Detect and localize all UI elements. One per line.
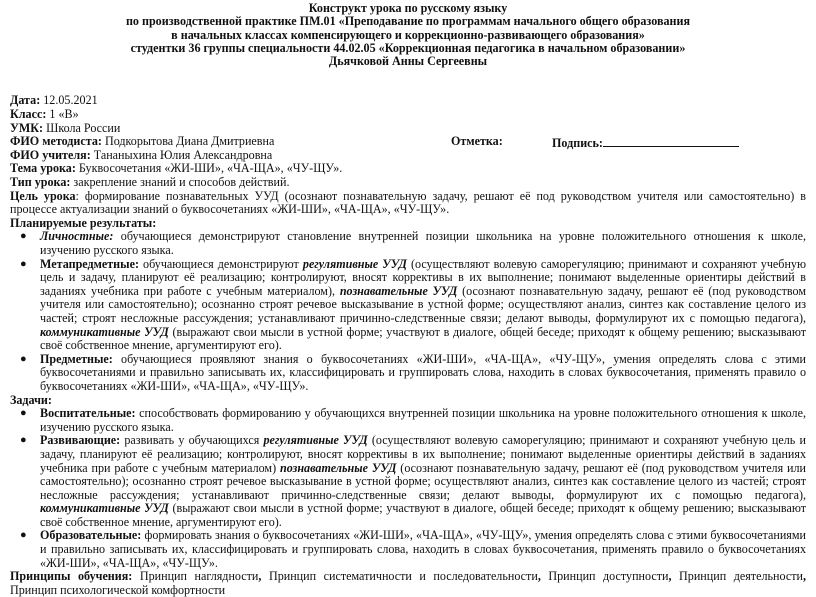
lesson-type-row: [10, 176, 806, 190]
developmental-task-label: Развивающие:: [40, 433, 121, 448]
principle-item: Принцип систематичности и последовательности: [261, 569, 538, 584]
educational-task-label: Воспитательные:: [40, 406, 136, 421]
class-label: Класс:: [10, 107, 47, 122]
bullet-icon: ●: [20, 230, 27, 243]
principle-item: Принцип психологической комфортности: [10, 582, 226, 597]
umk-value: Школа России: [43, 120, 121, 135]
umk-row: [10, 122, 806, 136]
list-item: [20, 229, 806, 258]
header-classes: в начальных классах компенсирующего и коррекционно-развивающего образования»: [171, 27, 645, 42]
topic-value: Буквосочетания «ЖИ-ШИ», «ЧА-ЩА», «ЧУ-ЩУ».: [75, 161, 343, 176]
principle-item: Принцип деятельности: [671, 569, 803, 584]
signature-label: Подпись:: [552, 136, 603, 151]
developmental-task-text: (осуществляют волевую саморегуляцию; принимают и сохраняют учебную цель и задачу, планируют её реализацию; контролируют, вносят коррективы в их выполнение; понимают выделенные ориентиры действий в заданиях учебника при работе с учебным материалом): [40, 433, 806, 475]
header-title: Конструкт урока по русскому языку: [308, 1, 508, 15]
header-student-group: студентки 36 группы специальности 44.02.05 «Коррекционная педагогика в начальном образовании»: [130, 40, 686, 55]
class-value: 1 «В»: [46, 107, 79, 122]
principle-item: Принцип доступности: [540, 569, 669, 584]
umk-label: УМК:: [10, 120, 44, 135]
signature-field: [552, 135, 739, 151]
methodist-label: ФИО методиста:: [10, 134, 102, 149]
header-practice: по производственной практике ПМ.01 «Преподавание по программам начального общего образования: [125, 14, 691, 29]
principle-separator: ,: [668, 569, 672, 584]
teacher-label: ФИО учителя:: [10, 147, 91, 162]
methodist-value: Подкорытова Диана Дмитриевна: [101, 134, 275, 149]
subject-results-label: Предметные:: [40, 351, 113, 366]
goal-value: : формирование познавательных УУД (осознают познавательную задачу, решают её под руководством учителя или самостоятельно) в процессе актуализации знаний о буквосочетаниях «ЖИ-ШИ», «ЧА-ЩА», «ЧУ-ЩУ».: [10, 188, 806, 217]
communicative-uud-term: коммуникативные УУД: [40, 501, 169, 516]
principle-separator: ,: [258, 569, 262, 584]
list-item: [20, 256, 807, 353]
teacher-value: Тананыхина Юлия Александровна: [90, 147, 273, 162]
topic-row: [10, 162, 806, 176]
meta-results-text: обучающиеся демонстрируют: [138, 256, 303, 271]
formative-task-label: Образовательные:: [40, 528, 142, 543]
list-item: [20, 528, 806, 570]
date-row: [10, 94, 806, 108]
date-label: Дата:: [10, 93, 41, 108]
principle-separator: ,: [537, 569, 541, 584]
planned-results-list: [10, 230, 806, 393]
developmental-task-text: (выражают свои мысли в устной форме; участвуют в диалоге, общей беседе; приходят к общему решению; высказывают своё собственное мнение, аргументируют его).: [40, 501, 806, 529]
teacher-row: [10, 149, 806, 163]
list-item: [20, 351, 806, 394]
principle-separator: ,: [802, 569, 806, 584]
header-student-name: Дьячковой Анны Сергеевны: [328, 54, 488, 69]
bullet-icon: ●: [20, 407, 27, 420]
tasks-heading: Задачи:: [10, 392, 52, 407]
tasks-list: [10, 407, 806, 570]
subject-results-text: обучающиеся проявляют знания о буквосочетаниях «ЖИ-ШИ», «ЧА-ЩА», «ЧУ-ЩУ», умения определять слова с этими буквосочетаниями и правильно записывать их, классифицировать и группировать слова, находить в словах буквосочетания, применять правило о буквосочетаниях «ЖИ-ШИ», «ЧА-ЩА», «ЧУ-ЩУ».: [40, 351, 806, 393]
methodist-row: [10, 135, 806, 149]
personal-results-label: Личностные:: [40, 229, 114, 244]
cognitive-uud-term: познавательные УУД: [339, 283, 458, 298]
class-row: [10, 108, 806, 122]
planned-results-heading: Планируемые результаты:: [10, 215, 157, 230]
bullet-icon: ●: [20, 434, 27, 447]
list-item: [20, 433, 806, 529]
cognitive-uud-term: познавательные УУД: [279, 460, 397, 475]
meta-results-text: (осуществляют волевую саморегуляцию; принимают и сохраняют учебную цель и задачу, планируют её реализацию; контролируют, вносят коррективы в их выполнение; понимают выделенные ориентиры действий в заданиях учебника при работе с учебным материалом),: [40, 256, 806, 298]
formative-task-text: формировать знания о буквосочетаниях «ЖИ-ШИ», «ЧА-ЩА», «ЧУ-ЩУ», умения определять слова с этими буквосочетаниями и правильно записывать их, классифицировать и группировать слова, находить в словах буквосочетания, применять правило о буквосочетаниях «ЖИ-ШИ», «ЧА-ЩА», «ЧУ-ЩУ».: [40, 528, 806, 570]
grade-label: Отметка:: [451, 134, 503, 149]
regulatory-uud-term: регулятивные УУД: [263, 433, 368, 448]
bullet-icon: ●: [20, 352, 27, 365]
meta-results-text: (осознают познавательную задачу, решают её (под руководством учителя или самостоятельно); осознанно строят речевое высказывание в устной форме; осуществляют анализ, синтез как составление целого из частей; строят несложные рассуждения; устанавливают причинно-следственные связи; делают выводы, формулируют их с помощью педагога),: [40, 283, 807, 325]
date-value: 12.05.2021: [40, 93, 98, 108]
lesson-type-value: закрепление знаний и способов действий.: [70, 175, 290, 190]
developmental-task-text: (осознают познавательную задачу, решают её (под руководством учителя или самостоятельно); осознанно строят речевое высказывание в устной форме; осуществляют анализ, синтез как составление целого из частей; строят несложные рассуждения; устанавливают причинно-следственные связи; делают выводы, формулируют их с помощью педагога),: [40, 460, 806, 502]
teaching-principles: [10, 570, 806, 597]
principle-item: Принцип наглядности: [132, 569, 259, 584]
goal-label: Цель урока: [10, 188, 76, 203]
list-item: [20, 406, 806, 434]
topic-label: Тема урока:: [10, 161, 76, 176]
goal-row: [10, 190, 806, 217]
signature-line: [603, 135, 739, 147]
document-header: [10, 2, 806, 68]
developmental-task-text: развивать у обучающихся: [120, 433, 264, 448]
principles-label: Принципы обучения:: [10, 569, 133, 584]
communicative-uud-term: коммуникативные УУД: [40, 324, 169, 339]
bullet-icon: ●: [20, 529, 27, 542]
personal-results-text: обучающиеся демонстрируют становление внутренней позиции школьника на уровне положительного отношения к школе, изучению русского языка.: [40, 229, 806, 258]
educational-task-text: способствовать формированию у обучающихся внутренней позиции школьника на уровне положительного отношения к школе, изучению русского языка.: [40, 406, 806, 434]
lesson-type-label: Тип урока:: [10, 175, 71, 190]
regulatory-uud-term: регулятивные УУД: [302, 256, 407, 271]
meta-results-text: (выражают свои мысли в устной форме; участвуют в диалоге, общей беседе; приходят к общему решению; высказывают своё собственное мнение, аргументируют его).: [40, 324, 806, 353]
meta-results-label: Метапредметные:: [40, 256, 139, 271]
bullet-icon: ●: [20, 257, 27, 270]
